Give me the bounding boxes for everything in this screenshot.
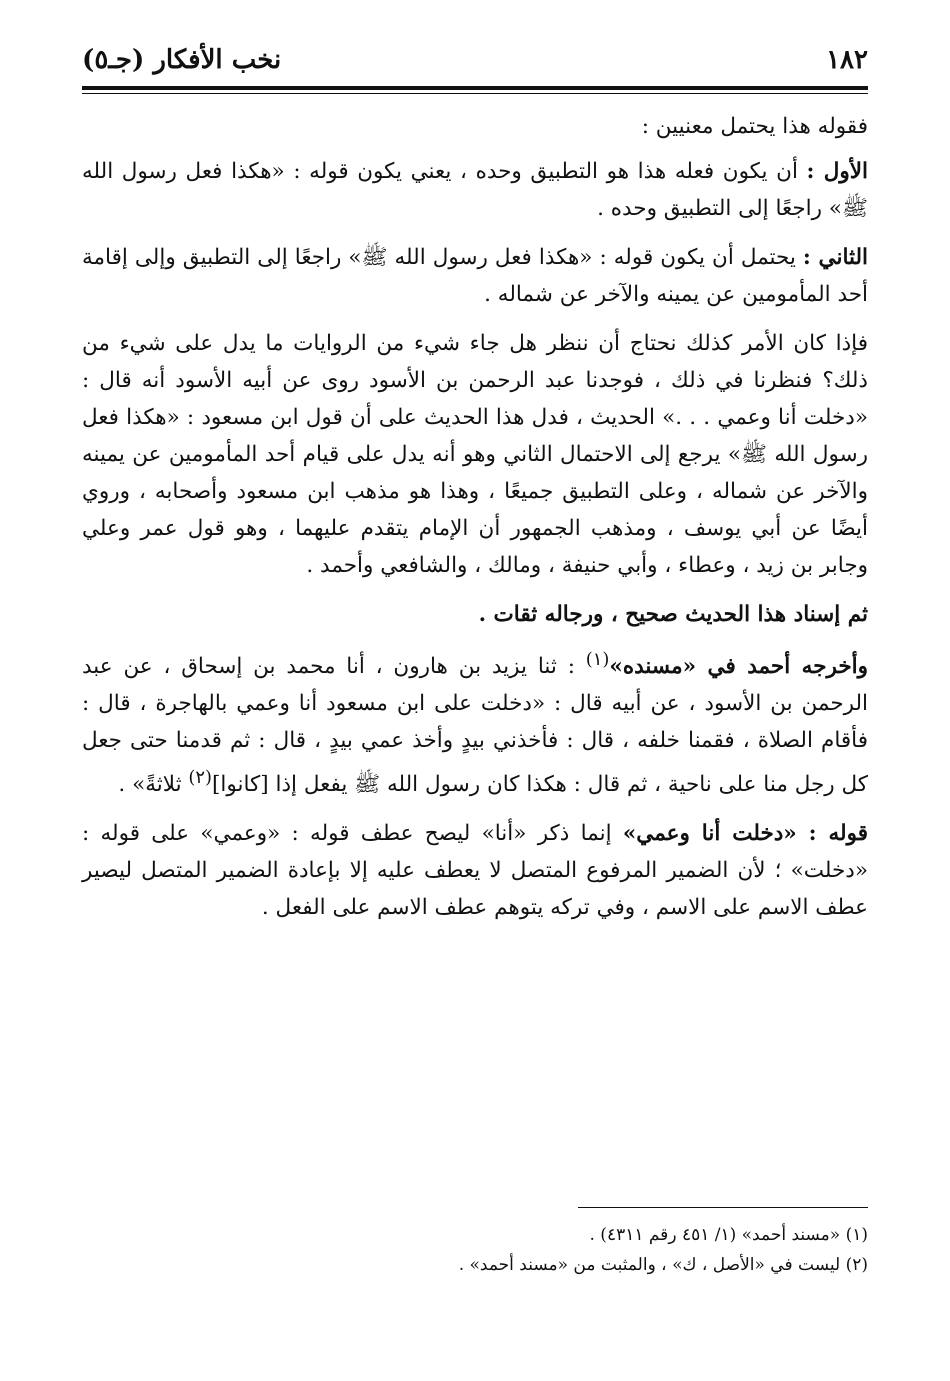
paragraph-intro: فقوله هذا يحتمل معنيين :: [641, 114, 868, 139]
page-header: [82, 38, 868, 82]
header-rule-thin: [82, 93, 868, 94]
page-number: ١٨٢: [826, 45, 868, 75]
paragraph-narration: وأخرجه أحمد في «مسنده»$^{(١)}$ : ثنا يزيد بن هارون ، أنا محمد بن إسحاق ، عن عبد الرحمن بن الأسود ، عن أبيه قال : «دخلت على ابن مسعود أنا وعمي بالهاجرة ، قال : فأقام الصلاة ، فقمنا خلفه ، قال : فأخذني بيدٍ وأخذ عمي بيدٍ ، قال : ثم قدمنا حتى جعل كل رجل منا على ناحية ، ثم قال : هكذا كان رسول الله ﷺ يفعل إذا [كانوا]$^{(٢)}$ ثلاثةً» .: [82, 649, 868, 798]
first-meaning-label: الأول :: [806, 159, 868, 184]
footnote-ref-2: (٢): [188, 767, 213, 789]
paragraph-first-meaning: الأول : أن يكون فعله هذا هو التطبيق وحده ، يعني يكون قوله : «هكذا فعل رسول الله ﷺ» راجعًا إلى التطبيق وحده .: [82, 159, 868, 221]
paragraph-isnad: ثم إسناد هذا الحديث صحيح ، ورجاله ثقات .: [478, 602, 868, 627]
grammar-lead: قوله : «دخلت أنا وعمي»: [622, 821, 868, 847]
footnote-2: (٢) ليست في «الأصل ، ك» ، والمثبت من «مسند أحمد» .: [458, 1255, 868, 1275]
paragraph-second-meaning: الثاني : يحتمل أن يكون قوله : «هكذا فعل رسول الله ﷺ» راجعًا إلى التطبيق وإلى إقامة أحد المأمومين عن يمينه والآخر عن شماله .: [82, 245, 869, 307]
footnote-ref-1: (١): [585, 649, 610, 670]
header-rule-thick: [82, 86, 868, 90]
paragraph-grammar: قوله : «دخلت أنا وعمي» إنما ذكر «أنا» ليصح عطف قوله : «وعمي» على قوله : «دخلت» ؛ لأن الضمير المرفوع المتصل لا يعطف عليه إلا بإعادة الضمير المتصل ليصير عطف الاسم على الاسم ، وفي تركه يتوهم عطف الاسم على الفعل .: [82, 821, 868, 921]
narration-lead: وأخرجه أحمد في «مسنده»: [609, 654, 868, 680]
footnote-separator: [578, 1207, 868, 1208]
footnotes: [82, 1220, 868, 1280]
footnote-1: (١) «مسند أحمد» (١/ ٤٥١ رقم ٤٣١١) .: [589, 1225, 868, 1245]
second-meaning-label: الثاني :: [802, 245, 869, 270]
paragraph-discussion: فإذا كان الأمر كذلك نحتاج أن ننظر هل جاء شيء من الروايات ما يدل على شيء من ذلك؟ فنظرنا في ذلك ، فوجدنا عبد الرحمن بن الأسود روى عن أبيه الأسود أنه قال : «دخلت أنا وعمي . . .» الحديث ، فدل هذا الحديث على أن قول ابن مسعود : «هكذا فعل رسول الله ﷺ» يرجع إلى الاحتمال الثاني وهو أنه يدل على قيام أحد المأمومين عن يمينه والآخر عن شماله ، وعلى التطبيق جميعًا ، وهذا هو مذهب ابن مسعود وأصحابه ، وروي أيضًا عن أبي يوسف ، ومذهب الجمهور أن الإمام يتقدم عليهما ، وهو قول عمر وعلي وجابر بن زيد ، وعطاء ، وأبي حنيفة ، ومالك ، والشافعي وأحمد .: [82, 331, 868, 578]
main-text: [82, 108, 868, 938]
book-title: نخب الأفكار (جـ٥): [82, 45, 282, 75]
